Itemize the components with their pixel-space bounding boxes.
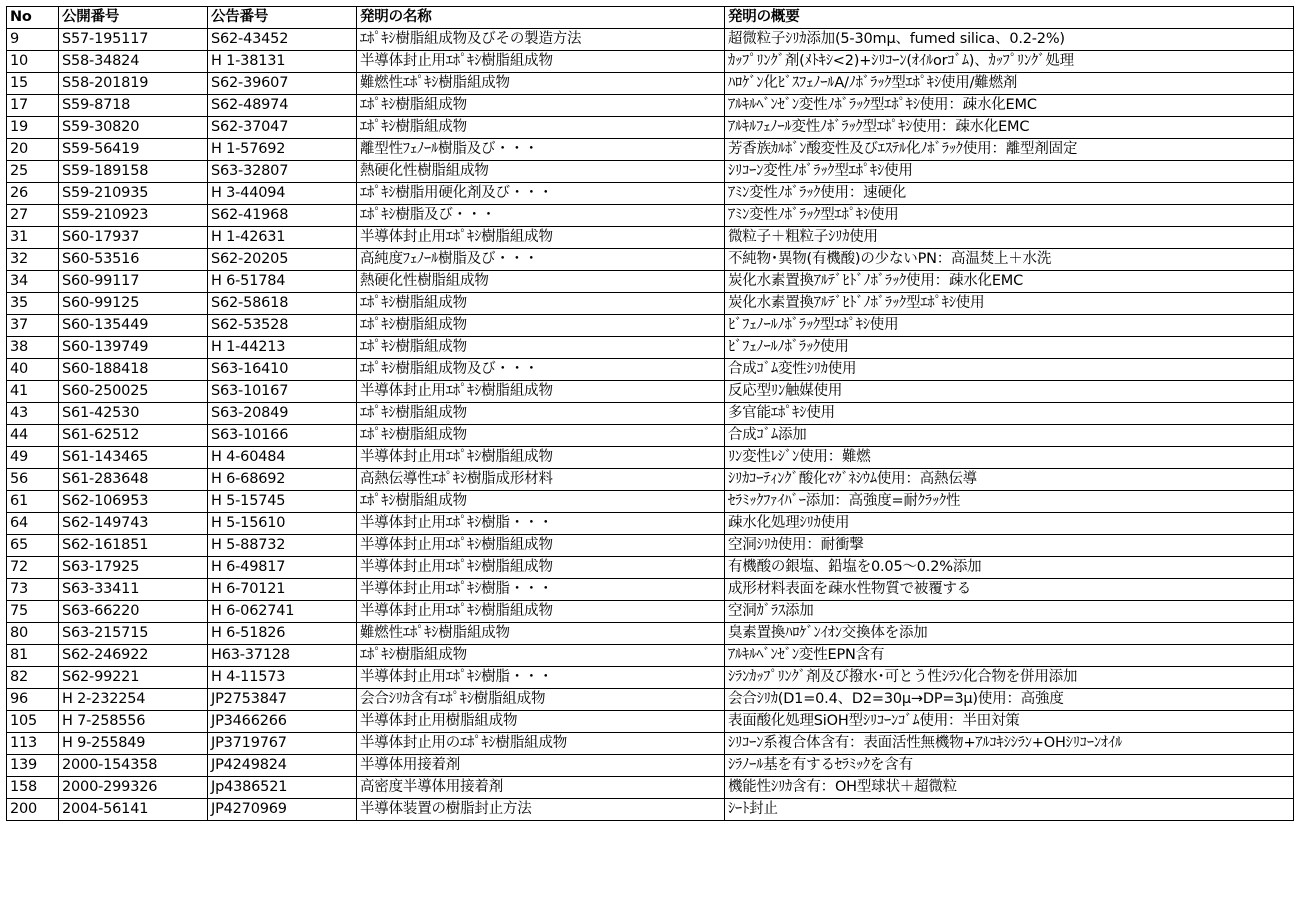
cell-invention-summary: 反応型ﾘﾝ触媒使用 (725, 381, 1294, 403)
table-row (7, 359, 1294, 381)
cell-invention-summary: ﾊﾛｹﾞﾝ化ﾋﾞｽﾌｪﾉｰﾙA/ﾉﾎﾞﾗｯｸ型ｴﾎﾟｷｼ使用/難燃剤 (725, 73, 1294, 95)
cell-no: 27 (7, 205, 59, 227)
table-row (7, 249, 1294, 271)
cell-announcement-number: H 6-51826 (208, 623, 357, 645)
cell-invention-summary: ｱﾐﾝ変性ﾉﾎﾞﾗｯｸ使用：速硬化 (725, 183, 1294, 205)
cell-announcement-number: JP2753847 (208, 689, 357, 711)
table-row (7, 733, 1294, 755)
cell-publication-number: 2004-56141 (59, 799, 208, 821)
cell-announcement-number: H 1-57692 (208, 139, 357, 161)
cell-invention-title: 半導体装置の樹脂封止方法 (357, 799, 725, 821)
cell-publication-number: S63-17925 (59, 557, 208, 579)
cell-publication-number: S60-53516 (59, 249, 208, 271)
cell-invention-summary: ﾘﾝ変性ﾚｼﾞﾝ使用：難燃 (725, 447, 1294, 469)
cell-announcement-number: S62-39607 (208, 73, 357, 95)
cell-invention-summary: 炭化水素置換ｱﾙﾃﾞﾋﾄﾞﾉﾎﾞﾗｯｸ使用：疎水化EMC (725, 271, 1294, 293)
cell-invention-summary: 炭化水素置換ｱﾙﾃﾞﾋﾄﾞﾉﾎﾞﾗｯｸ型ｴﾎﾟｷｼ使用 (725, 293, 1294, 315)
cell-invention-title: 半導体封止用ｴﾎﾟｷｼ樹脂組成物 (357, 601, 725, 623)
table-row (7, 469, 1294, 491)
cell-publication-number: S63-33411 (59, 579, 208, 601)
cell-invention-title: 半導体用接着剤 (357, 755, 725, 777)
cell-invention-summary: 不純物･異物(有機酸)の少ないPN：高温焚上＋水洗 (725, 249, 1294, 271)
table-row (7, 337, 1294, 359)
cell-no: 34 (7, 271, 59, 293)
table-row (7, 535, 1294, 557)
cell-publication-number: H 7-258556 (59, 711, 208, 733)
cell-no: 200 (7, 799, 59, 821)
cell-invention-title: 半導体封止用ｴﾎﾟｷｼ樹脂組成物 (357, 381, 725, 403)
cell-no: 17 (7, 95, 59, 117)
cell-announcement-number: JP3719767 (208, 733, 357, 755)
cell-publication-number: S59-30820 (59, 117, 208, 139)
cell-invention-summary: ｼﾘｶｺｰﾃｨﾝｸﾞ酸化ﾏｸﾞﾈｼｳﾑ使用：高熱伝導 (725, 469, 1294, 491)
cell-no: 26 (7, 183, 59, 205)
cell-invention-title: ｴﾎﾟｷｼ樹脂用硬化剤及び・・・ (357, 183, 725, 205)
cell-invention-summary: 芳香族ｶﾙﾎﾞﾝ酸変性及びｴｽﾃﾙ化ﾉﾎﾞﾗｯｸ使用：離型剤固定 (725, 139, 1294, 161)
table-row (7, 51, 1294, 73)
cell-publication-number: S61-283648 (59, 469, 208, 491)
table-row (7, 139, 1294, 161)
cell-invention-summary: 会合ｼﾘｶ(D1=0.4、D2=30μ→DP=3μ)使用：高強度 (725, 689, 1294, 711)
cell-no: 65 (7, 535, 59, 557)
cell-invention-summary: 合成ｺﾞﾑ添加 (725, 425, 1294, 447)
table-row (7, 667, 1294, 689)
cell-invention-title: ｴﾎﾟｷｼ樹脂及び・・・ (357, 205, 725, 227)
table-row (7, 227, 1294, 249)
cell-no: 56 (7, 469, 59, 491)
cell-invention-summary: ｼﾘｺｰﾝ変性ﾉﾎﾞﾗｯｸ型ｴﾎﾟｷｼ使用 (725, 161, 1294, 183)
cell-invention-summary: 合成ｺﾞﾑ変性ｼﾘｶ使用 (725, 359, 1294, 381)
table-row (7, 183, 1294, 205)
table-row (7, 777, 1294, 799)
cell-no: 20 (7, 139, 59, 161)
cell-invention-title: 半導体封止用ｴﾎﾟｷｼ樹脂・・・ (357, 513, 725, 535)
table-row (7, 799, 1294, 821)
cell-announcement-number: H 1-44213 (208, 337, 357, 359)
patent-table (6, 6, 1294, 821)
cell-invention-title: 高熱伝導性ｴﾎﾟｷｼ樹脂成形材料 (357, 469, 725, 491)
table-row (7, 117, 1294, 139)
cell-announcement-number: S62-37047 (208, 117, 357, 139)
cell-publication-number: H 2-232254 (59, 689, 208, 711)
cell-invention-title: 半導体封止用ｴﾎﾟｷｼ樹脂組成物 (357, 447, 725, 469)
cell-publication-number: S59-210935 (59, 183, 208, 205)
table-row (7, 579, 1294, 601)
cell-invention-summary: ｼﾗﾝｶｯﾌﾟﾘﾝｸﾞ剤及び撥水･可とう性ｼﾗﾝ化合物を併用添加 (725, 667, 1294, 689)
table-row (7, 425, 1294, 447)
cell-invention-title: 半導体封止用ｴﾎﾟｷｼ樹脂組成物 (357, 51, 725, 73)
cell-invention-title: ｴﾎﾟｷｼ樹脂組成物 (357, 117, 725, 139)
cell-no: 82 (7, 667, 59, 689)
cell-publication-number: S60-250025 (59, 381, 208, 403)
cell-no: 35 (7, 293, 59, 315)
table-row (7, 711, 1294, 733)
cell-invention-summary: 超微粒子ｼﾘｶ添加(5-30mμ、fumed silica、0.2-2%) (725, 29, 1294, 51)
cell-announcement-number: H 6-70121 (208, 579, 357, 601)
cell-invention-title: 高純度ﾌｪﾉｰﾙ樹脂及び・・・ (357, 249, 725, 271)
cell-announcement-number: JP3466266 (208, 711, 357, 733)
cell-publication-number: S62-149743 (59, 513, 208, 535)
cell-announcement-number: S62-43452 (208, 29, 357, 51)
cell-invention-summary: 空洞ｶﾞﾗｽ添加 (725, 601, 1294, 623)
cell-invention-summary: 表面酸化処理SiOH型ｼﾘｺｰﾝｺﾞﾑ使用：半田対策 (725, 711, 1294, 733)
cell-invention-title: 熱硬化性樹脂組成物 (357, 161, 725, 183)
cell-no: 38 (7, 337, 59, 359)
cell-invention-title: ｴﾎﾟｷｼ樹脂組成物 (357, 293, 725, 315)
cell-invention-title: ｴﾎﾟｷｼ樹脂組成物及びその製造方法 (357, 29, 725, 51)
cell-announcement-number: H 4-60484 (208, 447, 357, 469)
cell-invention-summary: ｱﾐﾝ変性ﾉﾎﾞﾗｯｸ型ｴﾎﾟｷｼ使用 (725, 205, 1294, 227)
cell-announcement-number: H63-37128 (208, 645, 357, 667)
header-invention-summary: 発明の概要 (725, 7, 1294, 29)
cell-invention-summary: ｱﾙｷﾙﾌｪﾉｰﾙ変性ﾉﾎﾞﾗｯｸ型ｴﾎﾟｷｼ使用：疎水化EMC (725, 117, 1294, 139)
cell-announcement-number: S63-10167 (208, 381, 357, 403)
cell-invention-title: ｴﾎﾟｷｼ樹脂組成物 (357, 315, 725, 337)
cell-no: 139 (7, 755, 59, 777)
table-row (7, 205, 1294, 227)
cell-publication-number: S63-215715 (59, 623, 208, 645)
cell-announcement-number: S63-10166 (208, 425, 357, 447)
cell-announcement-number: S62-20205 (208, 249, 357, 271)
cell-publication-number: S58-34824 (59, 51, 208, 73)
cell-publication-number: S60-99117 (59, 271, 208, 293)
cell-announcement-number: S62-48974 (208, 95, 357, 117)
table-row (7, 755, 1294, 777)
cell-invention-summary: 空洞ｼﾘｶ使用：耐衝撃 (725, 535, 1294, 557)
cell-invention-summary: 成形材料表面を疎水性物質で被覆する (725, 579, 1294, 601)
cell-publication-number: 2000-299326 (59, 777, 208, 799)
cell-publication-number: S59-210923 (59, 205, 208, 227)
header-announcement-number: 公告番号 (208, 7, 357, 29)
cell-invention-title: ｴﾎﾟｷｼ樹脂組成物 (357, 337, 725, 359)
cell-invention-title: 半導体封止用のｴﾎﾟｷｼ樹脂組成物 (357, 733, 725, 755)
cell-announcement-number: H 6-49817 (208, 557, 357, 579)
cell-announcement-number: S63-16410 (208, 359, 357, 381)
cell-invention-summary: ﾋﾞﾌｪﾉｰﾙﾉﾎﾞﾗｯｸ型ｴﾎﾟｷｼ使用 (725, 315, 1294, 337)
cell-invention-summary: 疎水化処理ｼﾘｶ使用 (725, 513, 1294, 535)
cell-announcement-number: S62-58618 (208, 293, 357, 315)
cell-invention-summary: ﾋﾞﾌｪﾉｰﾙﾉﾎﾞﾗｯｸ使用 (725, 337, 1294, 359)
cell-no: 25 (7, 161, 59, 183)
cell-no: 32 (7, 249, 59, 271)
cell-no: 31 (7, 227, 59, 249)
cell-announcement-number: H 3-44094 (208, 183, 357, 205)
cell-publication-number: S57-195117 (59, 29, 208, 51)
cell-publication-number: S61-42530 (59, 403, 208, 425)
table-row (7, 29, 1294, 51)
cell-invention-title: 半導体封止用ｴﾎﾟｷｼ樹脂・・・ (357, 579, 725, 601)
cell-announcement-number: H 5-15745 (208, 491, 357, 513)
cell-publication-number: S61-143465 (59, 447, 208, 469)
cell-invention-title: ｴﾎﾟｷｼ樹脂組成物 (357, 645, 725, 667)
cell-no: 49 (7, 447, 59, 469)
cell-announcement-number: H 1-42631 (208, 227, 357, 249)
table-row (7, 513, 1294, 535)
cell-invention-summary: 機能性ｼﾘｶ含有：OH型球状＋超微粒 (725, 777, 1294, 799)
table-row (7, 447, 1294, 469)
cell-no: 158 (7, 777, 59, 799)
cell-no: 44 (7, 425, 59, 447)
cell-announcement-number: S63-20849 (208, 403, 357, 425)
cell-invention-title: 離型性ﾌｪﾉｰﾙ樹脂及び・・・ (357, 139, 725, 161)
cell-invention-summary: 微粒子＋粗粒子ｼﾘｶ使用 (725, 227, 1294, 249)
cell-no: 81 (7, 645, 59, 667)
cell-invention-title: 半導体封止用ｴﾎﾟｷｼ樹脂・・・ (357, 667, 725, 689)
cell-no: 72 (7, 557, 59, 579)
patent-sheet (6, 6, 1294, 821)
cell-publication-number: S62-246922 (59, 645, 208, 667)
cell-announcement-number: H 5-15610 (208, 513, 357, 535)
table-row (7, 95, 1294, 117)
cell-publication-number: S59-189158 (59, 161, 208, 183)
table-row (7, 491, 1294, 513)
cell-invention-title: 会合ｼﾘｶ含有ｴﾎﾟｷｼ樹脂組成物 (357, 689, 725, 711)
cell-publication-number: S63-66220 (59, 601, 208, 623)
cell-announcement-number: H 6-51784 (208, 271, 357, 293)
table-row (7, 645, 1294, 667)
cell-no: 41 (7, 381, 59, 403)
cell-invention-summary: ｼﾘｺｰﾝ系複合体含有：表面活性無機物+ｱﾙｺｷｼｼﾗﾝ+OHｼﾘｺｰﾝｵｲﾙ (725, 733, 1294, 755)
cell-publication-number: S59-8718 (59, 95, 208, 117)
table-row (7, 601, 1294, 623)
table-row (7, 689, 1294, 711)
cell-announcement-number: S62-53528 (208, 315, 357, 337)
cell-publication-number: S59-56419 (59, 139, 208, 161)
header-invention-title: 発明の名称 (357, 7, 725, 29)
cell-publication-number: S60-188418 (59, 359, 208, 381)
cell-announcement-number: Jp4386521 (208, 777, 357, 799)
cell-publication-number: H 9-255849 (59, 733, 208, 755)
cell-no: 73 (7, 579, 59, 601)
cell-no: 64 (7, 513, 59, 535)
cell-announcement-number: H 1-38131 (208, 51, 357, 73)
cell-no: 105 (7, 711, 59, 733)
table-row (7, 623, 1294, 645)
table-row (7, 315, 1294, 337)
cell-publication-number: S58-201819 (59, 73, 208, 95)
cell-invention-summary: ｱﾙｷﾙﾍﾞﾝｾﾞﾝ変性ﾉﾎﾞﾗｯｸ型ｴﾎﾟｷｼ使用：疎水化EMC (725, 95, 1294, 117)
cell-no: 43 (7, 403, 59, 425)
cell-invention-title: ｴﾎﾟｷｼ樹脂組成物 (357, 403, 725, 425)
cell-invention-title: 半導体封止用ｴﾎﾟｷｼ樹脂組成物 (357, 557, 725, 579)
cell-invention-title: ｴﾎﾟｷｼ樹脂組成物 (357, 491, 725, 513)
cell-publication-number: 2000-154358 (59, 755, 208, 777)
cell-invention-title: 半導体封止用樹脂組成物 (357, 711, 725, 733)
cell-invention-title: ｴﾎﾟｷｼ樹脂組成物 (357, 95, 725, 117)
header-publication-number: 公開番号 (59, 7, 208, 29)
table-header-row (7, 7, 1294, 29)
cell-invention-title: 難燃性ｴﾎﾟｷｼ樹脂組成物 (357, 623, 725, 645)
cell-publication-number: S62-161851 (59, 535, 208, 557)
table-row (7, 557, 1294, 579)
cell-announcement-number: JP4249824 (208, 755, 357, 777)
cell-invention-summary: ｼﾗﾉｰﾙ基を有するｾﾗﾐｯｸを含有 (725, 755, 1294, 777)
table-row (7, 271, 1294, 293)
cell-publication-number: S62-99221 (59, 667, 208, 689)
cell-publication-number: S60-99125 (59, 293, 208, 315)
cell-no: 61 (7, 491, 59, 513)
cell-announcement-number: H 5-88732 (208, 535, 357, 557)
cell-invention-summary: ｼｰﾄ封止 (725, 799, 1294, 821)
cell-invention-title: 難燃性ｴﾎﾟｷｼ樹脂組成物 (357, 73, 725, 95)
cell-invention-title: 半導体封止用ｴﾎﾟｷｼ樹脂組成物 (357, 227, 725, 249)
header-no: No (7, 7, 59, 29)
cell-invention-summary: 有機酸の銀塩、鉛塩を0.05～0.2%添加 (725, 557, 1294, 579)
cell-no: 113 (7, 733, 59, 755)
cell-invention-summary: 臭素置換ﾊﾛｹﾞﾝｲｵﾝ交換体を添加 (725, 623, 1294, 645)
cell-announcement-number: S63-32807 (208, 161, 357, 183)
cell-publication-number: S60-139749 (59, 337, 208, 359)
table-body (7, 29, 1294, 821)
cell-announcement-number: H 6-062741 (208, 601, 357, 623)
cell-announcement-number: H 6-68692 (208, 469, 357, 491)
table-row (7, 403, 1294, 425)
cell-invention-summary: ｾﾗﾐｯｸﾌｧｲﾊﾞｰ添加：高強度=耐ｸﾗｯｸ性 (725, 491, 1294, 513)
cell-no: 19 (7, 117, 59, 139)
cell-announcement-number: H 4-11573 (208, 667, 357, 689)
cell-announcement-number: JP4270969 (208, 799, 357, 821)
cell-no: 9 (7, 29, 59, 51)
cell-publication-number: S62-106953 (59, 491, 208, 513)
table-row (7, 381, 1294, 403)
cell-no: 75 (7, 601, 59, 623)
cell-invention-summary: 多官能ｴﾎﾟｷｼ使用 (725, 403, 1294, 425)
table-row (7, 161, 1294, 183)
cell-publication-number: S61-62512 (59, 425, 208, 447)
cell-publication-number: S60-17937 (59, 227, 208, 249)
cell-invention-title: 熱硬化性樹脂組成物 (357, 271, 725, 293)
cell-no: 15 (7, 73, 59, 95)
cell-announcement-number: S62-41968 (208, 205, 357, 227)
cell-no: 40 (7, 359, 59, 381)
cell-no: 10 (7, 51, 59, 73)
cell-no: 37 (7, 315, 59, 337)
cell-invention-title: ｴﾎﾟｷｼ樹脂組成物 (357, 425, 725, 447)
cell-no: 96 (7, 689, 59, 711)
cell-no: 80 (7, 623, 59, 645)
table-row (7, 293, 1294, 315)
cell-invention-summary: ｶｯﾌﾟﾘﾝｸﾞ剤(ﾒﾄｷｼ<2)+ｼﾘｺｰﾝ(ｵｲﾙorｺﾞﾑ)、ｶｯﾌﾟﾘﾝｸﾞ処理 (725, 51, 1294, 73)
cell-invention-title: ｴﾎﾟｷｼ樹脂組成物及び・・・ (357, 359, 725, 381)
cell-publication-number: S60-135449 (59, 315, 208, 337)
cell-invention-summary: ｱﾙｷﾙﾍﾞﾝｾﾞﾝ変性EPN含有 (725, 645, 1294, 667)
cell-invention-title: 半導体封止用ｴﾎﾟｷｼ樹脂組成物 (357, 535, 725, 557)
table-row (7, 73, 1294, 95)
cell-invention-title: 高密度半導体用接着剤 (357, 777, 725, 799)
